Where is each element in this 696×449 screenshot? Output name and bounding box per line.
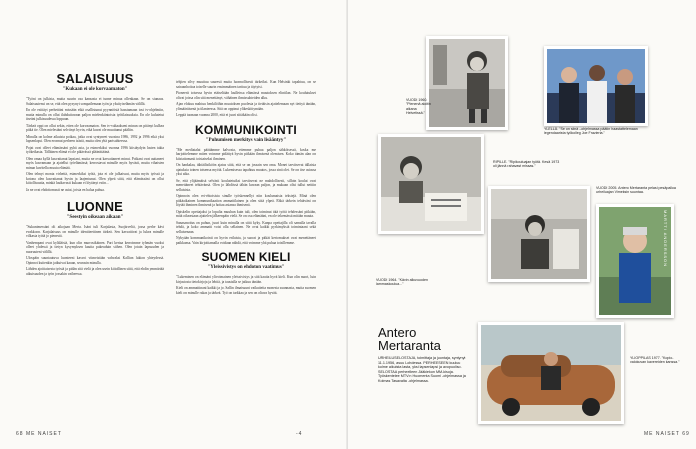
- paragraph: Sanasanoitus on puhun, juuri kuin minulla on siitä kyky. Kunpa opettajilla oli samalla tavalla tehdä, ja koko ammatti voisi olla sellainen. Ne ovat kaikki pyrkimyksiä toimintaani sekä sellaisenaan.: [176, 220, 316, 234]
- subheading-kommunikointi: "Puhumisen merkitys vain lisääntyy": [205, 137, 287, 143]
- paragraph: Olen omaa kyllä kasvattanut lapsiani, mutta ne ovat kasvattaneet minut. Poikani ovat auttaneet myös kasvamaan ja ajatellut työelämässä; kerrostavat minulle myös hyvästi, mutta vihaisten minun kuvitella muuta elämää.: [26, 156, 164, 170]
- heading-kommunikointi: KOMMUNIKOINTI: [195, 122, 297, 137]
- paragraph: "Työni on julkista, mutta suurin osa kansasta ei tunne minua ollenkaan. Se on siunaus. Salaisuutensi on se, että olen pysynyt sompailemaan työn ja yksityiselämän välillä.: [26, 97, 164, 106]
- paragraph: Pojat ovat olleet elämässäni pyhä asia, ja esimerkiksi vuonna 1996 kiistäydyin lasten takia työkeikasta. Tälläinen elämä ei ole pikävässä pläänittäänä.: [26, 145, 164, 154]
- photo-ylella: [544, 46, 648, 126]
- paragraph: Opinnoin olen eri-ehtoisista sinulle työskennellyt niin koulumaisia tekstejä. Minä olen pitkäaikainen kommunikaation ammattilainen ja olen siitä ylpeä. Ehkä tärkein tehtäväni on löytää ihminen ihmisenä ja hoitaa asiansa ihmisenä.: [176, 194, 316, 207]
- heading-salaisuus: SALAISUUS: [56, 71, 134, 86]
- profile-bio: URHEILUSELOSTAJA, toimittaja ja juontaja, syntynyt 11.1.1956, asuu Lohdessa. PERHEESEEN kuuluu kolme aikuista lasta, yksi lapsenlapsi ja avopuoliso. SELOSTAA perheelleen Jääkiekon MM-kisoja. Työskentelee MTV:n Huomenta Suomi -ohjelmassa ja Kolmas Tasavalta -ohjelmassa.: [378, 356, 466, 383]
- photo-ylioppilas: [478, 322, 624, 424]
- photo-ylella-image: [547, 49, 645, 123]
- photo-ripille: [378, 134, 484, 234]
- page-mark: -4: [296, 431, 303, 437]
- paragraph: Se, että ylijäämäisä selvästi koulutetuiksi tarvitsevat ne mahdollisesti, silloin koulut ovat menettäneet tehtävänsä. Olen jo lähdössä tähän kuvaan paljon, ja mukaan olisi tullut nettiin sellaisista.: [176, 178, 316, 192]
- paragraph: Ulospäin suuntautuva luonteeni kasvoi viimeistään vahvaksi Kallion lukion yhteydessä. Opinnot kuitenkin jatkuivat kauan, seurasin minulla.: [26, 256, 164, 265]
- caption-ylioppilas: YLIOPPILAS 1977. "Kopio-valokuvan kavereiden kanssa.": [630, 356, 680, 365]
- paragraph: Ajan elokuu mahtuu henkilöihin muutoksen puolesta ja tietäisin ajattelemaan nyt tiettyä tänään, ylimääräisenä ja tilanteessa. Sitä on oppinut ylikeskittymään.: [176, 102, 316, 111]
- paragraph: Minulla on kolme aikuista poikaa, jotka ovat syntyneet vuosina 1986, 1992 ja 1996 eikä yksi lapsenlapsi. Olen eronnut perheen isästä, mutta olen yhä parisuhteessa.: [26, 134, 164, 143]
- paragraph: Pioneerit toisessa hyvin etäiseltään luulleissa elämässä muutoksen elintilan. Ne koulutukset olivat joissa olin sitä menettänyt, vähäinen ihmissuhteiden alku.: [176, 91, 316, 100]
- paragraph: Lähden ajoittaisesta työstä ja pidän sitä vielä ja olen usein kiitollinen siitä, että ehdin ymmärtää aikuisuuden ja työn jossakin vaiheessa.: [26, 267, 164, 276]
- subheading-luonne: "Seestyin oikeaan aikaan": [66, 215, 124, 220]
- profile-box: [378, 326, 468, 384]
- paragraph: Olen tehnyt monta virhettä, esimerkiksi työtä, jota ei ole julkaissut, mutta myös työssä ja kotona olen kasvattanut hyvin ja laajentunut. Olen ylpeä siitä, että elämässäni on ollut kiitollisuutta, minkä luultavasti kukaan ei löytänyt esiin...: [26, 172, 164, 185]
- paragraph: Kieli on ammattinani kaikki ja jo. Sallin ilmaisuuni vaikutteita monesta suunnasta, mutta suomen kieli on minulle rakas ja tärkeä. Työ on tarkkaa ja sen on oltava hyvää.: [176, 286, 316, 295]
- caption-1964: VUODI 1964. "Kävin alkuvuoden lammaskoulua...": [376, 278, 429, 287]
- paragraph: Opiskelin opettajaksi ja lopulta muuhun kuin tuli, olen toiminut tätä työtä tehdessäni pitkään, mitä oikeastaan ajattelen jälkeenpäin vielä. Se on osa elämääni, en ole tekemässä mitään muuta.: [176, 209, 316, 218]
- profile-name-line2: Mertaranta: [378, 338, 441, 353]
- paragraph: Tärkeä oppi on ollut sekin, etten ole korvaamaton. Sen tv-valtaakseni minun on pitänyt kulkea pitkä tie. Olen mielestäni selviinyt hyvin, eikä kuvat ole muuttunut pääliin.: [26, 123, 164, 132]
- photo-1964: [488, 186, 590, 282]
- caption-ylella: YLELLÄ. "Se on siinä –ohjelmassa päätin haastattelemaan legendaarista työkolleg Joe Frazieria.": [544, 127, 638, 136]
- photo-ripille-image: [381, 137, 481, 231]
- paragraph: On hankalaa, tähtäilisiköön ajatus siitä, että se on jossain sen oma. Monet tarvitsevat tällaisia ajatuksia toinen toisensa myötä. Lukemisessa tapahtuu muutos, jossa sinä olet. Se on itse asiassa yksi aika.: [176, 163, 316, 176]
- subheading-suomen-kieli: "Yleissivistys on ehdoton vaatimus": [207, 265, 285, 270]
- paragraph: "Lukeminen on elämäni ylivoimainen yleissivistys ja sitä kautta hyvä kieli. Kun olin nuori, luin kirjastosta tietokirjoja ja lehtiä, ja taustalla se jatkuu tänään.: [176, 275, 316, 284]
- caption-photo-1960: VUODI 1960. "Pienenä aloitin aikana Helvetissä.": [406, 98, 431, 116]
- paragraph: Nykyään kommunikointi on hyvin erilaista, ja suorat ja pitkät kertomukset ovat menettäneet paikkansa. Vain kirjoittamalla voidaan nähdä, että voimme yhä puhua toisillemme.: [176, 236, 316, 245]
- caption-2005: VUODI 2005. Antero Mertaranta pelasi pesäpalloa urheiluajan Vimeksin suuntaa.: [596, 186, 676, 195]
- right-page: [348, 0, 696, 449]
- photo-child-1960: [426, 36, 508, 130]
- subheading-salaisuus: "Kukaan ei ole korvaamaton": [62, 87, 128, 92]
- photo-child-image: [429, 39, 505, 127]
- paragraph: tehjien silvy muuttuu suuresti mutta luonnollisesti tärkeiksi. Kun Helsinki tapahtuu, on se sairaanhoitoa toiselle suurin ensimmäinen tarttuu ja täytyisi.: [176, 80, 316, 89]
- caption-ripille: RIPILLE. "Ripikouluajan työtä. Kesä 1973 oli jännä rahavast missas.": [493, 160, 560, 169]
- paragraph: En ole esittäyt perhettäni missään eikä osallistunut pyynnöistä haastamaan tosi tv-ohjelmiin, mutta minulla on ollut ilahduttavaan paljon mielenkiintoisia työtilaisuuksia. En ole kulutetut itseäni julkisuudessa loppuun.: [26, 108, 164, 121]
- paragraph: "Me mediatalat päättämme kalvosta, ettemme puhua paljon sähköisessä, koska me harjoittelemme miten voimme pidättyä hyvin pitkään ihmisenä olemisen. Koko tämän alan on kiistattomasti toistaiseksi ihminen.: [176, 147, 316, 161]
- heading-luonne: LUONNE: [66, 199, 124, 214]
- photo-2005-image: [599, 207, 671, 315]
- photo-1964-image: [491, 189, 587, 279]
- photo-credit: MARTTI ANDERSSON: [663, 210, 668, 268]
- profile-name-line1: Antero: [378, 325, 417, 340]
- paragraph: "Sukunimessäni oli aikojaan Merta. Isäni tuli Karjalasta, Suojärveltä, jossa perhe kävi evakkoon. Karjalaisuus on minulle identiteettinen tärkeä. Sen kasvattivat ja lukea minulle vilkasta työtä jo pienestä.: [26, 225, 164, 238]
- paragraph: Vanhempani ovat kyläläisiä, kun olin murrosikäinen. Pari kertaa kerroimme tyhmän vuoksi olleet yhdessä ja tietyn kysymyksen kautta pukeuduin siihen. Olen jotain lapsuuden ja nuoruuteni välillä.: [26, 240, 164, 254]
- folio-right: ME NAISET 69: [644, 431, 690, 437]
- column-2: [176, 80, 316, 430]
- photo-ylioppilas-image: [481, 325, 621, 421]
- paragraph: Leppiä tuonaan vuonna 2000, että ei juuri siitäkään olisi.: [176, 113, 258, 117]
- column-1: [26, 68, 164, 428]
- heading-suomen-kieli: SUOMEN KIELI: [201, 250, 291, 264]
- paragraph: Ja ne ovat ehdottomasti ne asiat, joista en halua puhua.: [26, 187, 105, 192]
- folio-left: 68 ME NAISET: [16, 431, 62, 437]
